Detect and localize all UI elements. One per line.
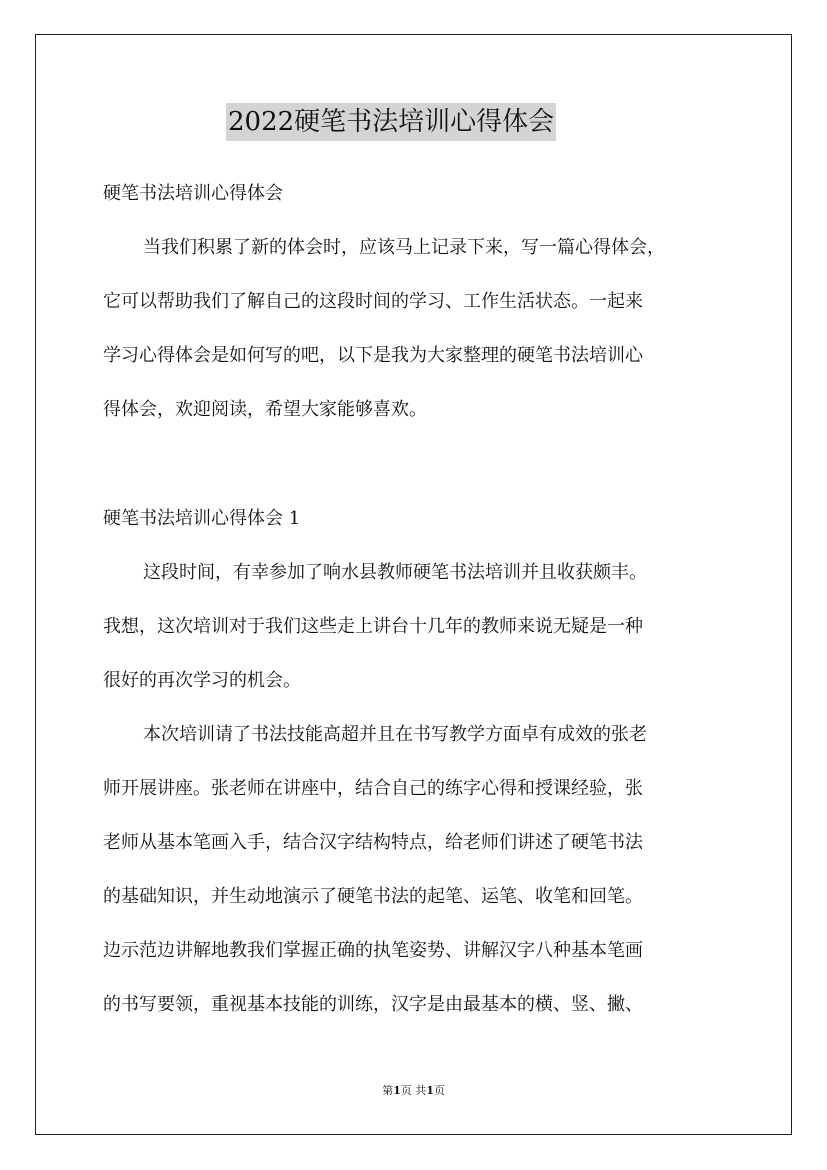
document-subtitle: 硬笔书法培训心得体会: [103, 183, 283, 204]
paragraph-2-line-2: 师开展讲座。张老师在讲座中，结合自己的练字心得和授课经验，张: [103, 778, 643, 799]
paragraph-2-line-6: 的书写要领，重视基本技能的训练，汉字是由最基本的横、竖、撇、: [103, 994, 643, 1015]
intro-line-4: 得体会，欢迎阅读，希望大家能够喜欢。: [103, 399, 427, 420]
intro-line-3: 学习心得体会是如何写的吧，以下是我为大家整理的硬笔书法培训心: [103, 345, 643, 366]
page-number: 1: [393, 1084, 401, 1097]
paragraph-1-line-2: 我想，这次培训对于我们这些走上讲台十几年的教师来说无疑是一种: [103, 616, 643, 637]
page-suffix: 页: [433, 1084, 445, 1097]
paragraph-1-line-3: 很好的再次学习的机会。: [103, 670, 301, 691]
paragraph-1-line-1: 这段时间，有幸参加了响水县教师硬笔书法培训并且收获颇丰。: [143, 562, 647, 583]
page-mid: 页 共: [400, 1084, 427, 1097]
section-heading: 硬笔书法培训心得体会 1: [103, 508, 301, 529]
intro-line-1: 当我们积累了新的体会时，应该马上记录下来，写一篇心得体会，: [143, 237, 665, 258]
total-pages: 1: [426, 1084, 434, 1097]
paragraph-2-line-4: 的基础知识，并生动地演示了硬笔书法的起笔、运笔、收笔和回笔。: [103, 886, 643, 907]
page-prefix: 第: [382, 1084, 394, 1097]
paragraph-2-line-5: 边示范边讲解地教我们掌握正确的执笔姿势、讲解汉字八种基本笔画: [103, 940, 643, 961]
page-footer: [0, 1084, 827, 1098]
intro-line-2: 它可以帮助我们了解自己的这段时间的学习、工作生活状态。一起来: [103, 291, 643, 312]
paragraph-2-line-1: 本次培训请了书法技能高超并且在书写教学方面卓有成效的张老: [143, 724, 647, 745]
paragraph-2-line-3: 老师从基本笔画入手，结合汉字结构特点，给老师们讲述了硬笔书法: [103, 832, 643, 853]
document-title: 2022硬笔书法培训心得体会: [226, 103, 556, 141]
